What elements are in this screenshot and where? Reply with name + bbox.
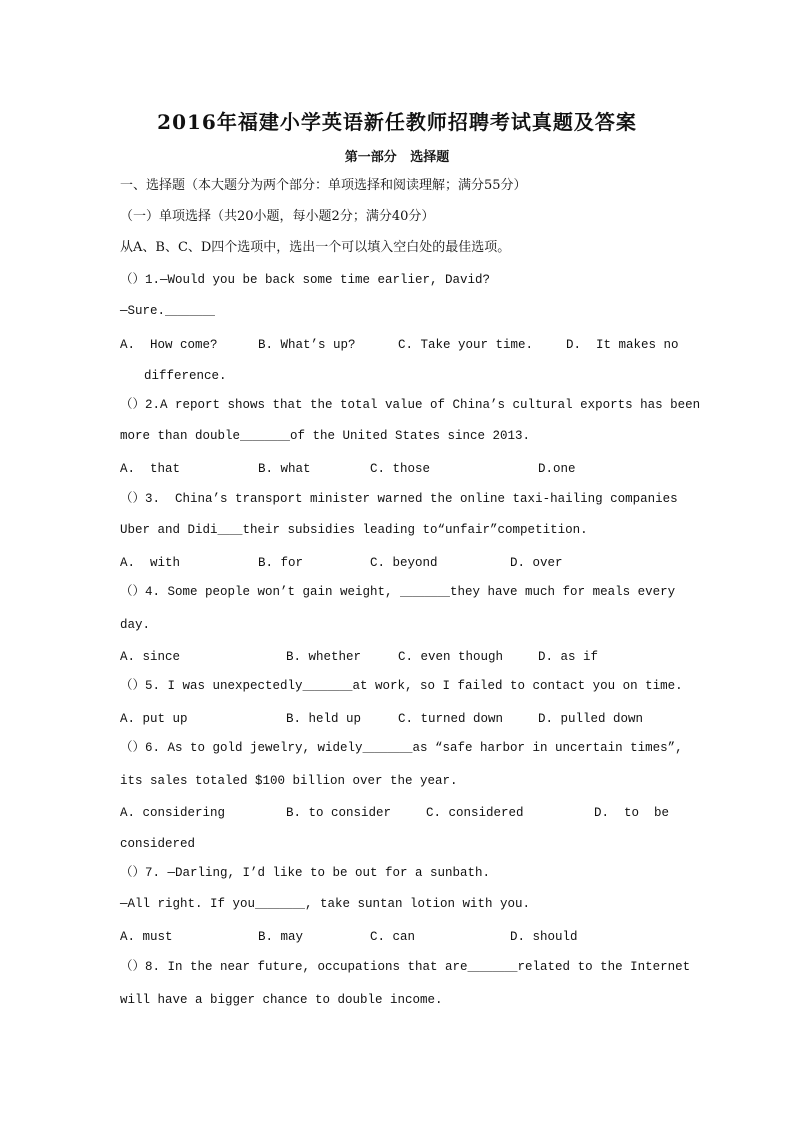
question-5-option-c: C. turned down — [398, 712, 504, 726]
question-1-line-2: —Sure.＿＿＿＿ — [120, 304, 216, 318]
question-1-option-a: A. How come? — [120, 338, 218, 352]
question-5-option-a: A. put up — [120, 712, 188, 726]
question-5-option-b: B. held up — [286, 712, 362, 726]
question-1-option-d-cont: difference. — [144, 369, 227, 383]
question-3-option-c: C. beyond — [370, 556, 438, 570]
question-6-option-b: B. to consider — [286, 806, 392, 820]
question-7-option-d: D. should — [510, 930, 578, 944]
part-heading: 第一部分 选择题 — [344, 150, 450, 165]
question-4-line-2: day. — [120, 618, 151, 632]
question-8-line-2: will have a bigger chance to double income. — [120, 993, 443, 1007]
question-2-line-2: more than double＿＿＿＿of the United States since 2013. — [120, 429, 531, 443]
instruction-text: 从A、B、C、D四个选项中，选出一个可以填入空白处的最佳选项。 — [120, 240, 511, 255]
question-4-option-a: A. since — [120, 650, 181, 664]
question-6-option-c: C. considered — [426, 806, 524, 820]
question-3-line-2: Uber and Didi＿＿their subsidies leading to“unfair”competition. — [120, 523, 588, 537]
question-3-option-a: A. with — [120, 556, 181, 570]
question-4-option-b: B. whether — [286, 650, 362, 664]
question-3-line-1: （）3. China’s transport minister warned the online taxi-hailing companies — [120, 492, 678, 506]
section-heading: 一、选择题（本大题分为两个部分：单项选择和阅读理解；满分55分） — [120, 178, 527, 193]
question-6-option-d: D. to be — [594, 806, 670, 820]
question-1-option-d: D. It makes no — [566, 338, 679, 352]
question-7-option-a: A. must — [120, 930, 173, 944]
question-2-option-a: A. that — [120, 462, 181, 476]
question-4-line-1: （）4. Some people won’t gain weight, ＿＿＿＿they have much for meals every — [120, 585, 676, 599]
question-6-line-1: （）6. As to gold jewelry, widely＿＿＿＿as “safe harbor in uncertain times”, — [120, 741, 683, 755]
question-4-option-c: C. even though — [398, 650, 504, 664]
question-4-option-d: D. as if — [538, 650, 599, 664]
question-1-line-1: （）1.—Would you be back some time earlier, David? — [120, 273, 491, 287]
question-3-option-d: D. over — [510, 556, 563, 570]
question-6-option-d-cont: considered — [120, 837, 196, 851]
question-3-option-b: B. for — [258, 556, 304, 570]
question-2-option-d: D.one — [538, 462, 576, 476]
question-7-line-2: —All right. If you＿＿＿＿, take suntan lotion with you. — [120, 897, 531, 911]
question-2-line-1: （）2.A report shows that the total value of China’s cultural exports has been — [120, 398, 701, 412]
question-5-option-d: D. pulled down — [538, 712, 644, 726]
subsection-heading: （一）单项选择（共20小题，每小题2分；满分40分） — [120, 209, 435, 224]
question-8-line-1: （）8. In the near future, occupations that are＿＿＿＿related to the Internet — [120, 960, 691, 974]
question-6-line-2: its sales totaled $100 billion over the year. — [120, 774, 458, 788]
question-7-option-b: B. may — [258, 930, 304, 944]
question-2-option-b: B. what — [258, 462, 311, 476]
question-1-option-b: B. What’s up? — [258, 338, 356, 352]
question-5-line-1: （）5. I was unexpectedly＿＿＿＿at work, so I failed to contact you on time. — [120, 679, 683, 693]
document-title: 2016年福建小学英语新任教师招聘考试真题及答案 — [157, 110, 637, 134]
question-6-option-a: A. considering — [120, 806, 226, 820]
question-1-option-c: C. Take your time. — [398, 338, 534, 352]
question-7-option-c: C. can — [370, 930, 416, 944]
question-7-line-1: （）7. —Darling, I’d like to be out for a sunbath. — [120, 866, 491, 880]
question-2-option-c: C. those — [370, 462, 431, 476]
